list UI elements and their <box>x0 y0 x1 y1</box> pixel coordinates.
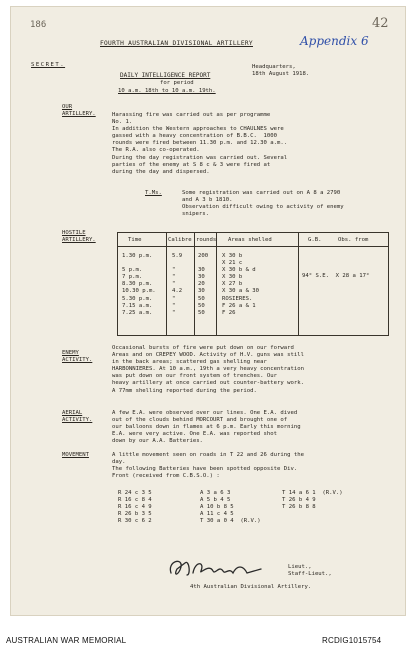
areas-column: X 30 b X 21 c X 30 b & d X 30 b X 27 b X 30 a & 30 ROSIERES. F 26 a & 1 F 26 <box>222 253 260 316</box>
batteries-col-1: R 24 c 3 5 R 16 c 8 4 R 16 c 4 9 R 26 b 3 5 R 30 c 6 2 <box>118 490 152 525</box>
our-artillery-label: OUR ARTILLERY. <box>62 104 96 117</box>
col-header-rounds: rounds <box>196 237 217 243</box>
col-header-time: Time <box>128 237 142 243</box>
col-header-obs: Obs. from <box>338 237 369 243</box>
col-header-areas: Areas shelled <box>228 237 272 243</box>
hostile-artillery-table <box>117 232 389 336</box>
signature <box>165 555 285 581</box>
movement-text: A little movement seen on roads in T 22 and 26 during the day. The following Batteries have been spotted opposite Div. Front (received from C.B.S.O.) : <box>112 452 304 480</box>
report-title: DAILY INTELLIGENCE REPORT <box>120 72 211 79</box>
signature-unit: 4th Australian Divisional Artillery. <box>190 584 312 590</box>
tms-label: T.Ms. <box>145 190 162 196</box>
enemy-activity-label: ENEMY ACTIVITY. <box>62 350 93 363</box>
gb-value: 94° S.E. X 28 a 17° <box>302 273 370 279</box>
batteries-col-3: T 14 a 6 1 (R.V.) T 26 b 4 9 T 26 b 8 8 <box>282 490 343 511</box>
tms-text: Some registration was carried out on A 8 a 2790 and A 3 b 1810. Observation difficult owing to activity of enemy snipers. <box>182 190 344 218</box>
signature-title-2: Staff-Lieut., <box>288 571 332 577</box>
signature-scrawl <box>165 555 285 581</box>
our-artillery-text: Harassing fire was carried out as per programme No. 1. In addition the Western approaches to CHAULNES were gassed with a heavy concentration of B.B.C. 1000 rounds were fired between 11.30 p.m. and 12.30 a.m.. The R.A. also co-operated. During the day registration was carried out. Several parties of the enemy at S 8 c & 3 were fired at during the day and dispersed. <box>112 112 288 175</box>
hostile-artillery-label: HOSTILE ARTILLERY. <box>62 230 96 243</box>
batteries-col-2: A 3 a 6 3 A 5 b 4 5 A 10 b 8 5 A 11 c 4 5 T 30 a 0 4 (R.V.) <box>200 490 261 525</box>
signature-title-1: Lieut., <box>288 564 312 570</box>
page-number: 186 <box>30 20 47 30</box>
pencil-number: 42 <box>372 16 389 31</box>
hq-line-2: 18th August 1918. <box>252 71 310 77</box>
report-period-1: for period <box>160 80 194 86</box>
calibre-column: 5.9 " " " 4.2 " " " <box>172 253 183 316</box>
aerial-activity-text: A few E.A. were observed over our lines. One E.A. dived out of the clouds behind MORCOURT and brought one of our balloons down in flames at 6 p.m. Early this morning E.A. were very active. One E.A. was reported shot down by our A.A. Batteries. <box>112 410 301 445</box>
col-header-gb: G.B. <box>308 237 322 243</box>
col-header-calibre: Calibre <box>168 237 192 243</box>
report-period-2: 10 a.m. 18th to 10 a.m. 19th. <box>118 88 216 94</box>
footer-archive-name: AUSTRALIAN WAR MEMORIAL <box>6 636 127 645</box>
hq-line-1: Headquarters, <box>252 64 296 70</box>
movement-label: MOVEMENT <box>62 452 89 458</box>
footer-record-id: RCDIG1015754 <box>322 636 382 645</box>
secret-marking: SECRET. <box>31 62 66 68</box>
appendix-note: Appendix 6 <box>300 34 369 48</box>
aerial-activity-label: AERIAL ACTIVITY. <box>62 410 93 423</box>
rounds-column: 200 30 30 20 30 50 50 50 <box>198 253 209 316</box>
times-column: 1.30 p.m. 5 p.m. 7 p.m. 8.30 p.m. 10.30 p.m. 5.30 p.m. 7.15 a.m. 7.25 a.m. <box>122 253 156 316</box>
enemy-activity-text: Occasional bursts of fire were put down on our forward Areas and on CREPEY WOOD. Activity of H.V. guns was still in the back areas; scattered gas shelling near HARBONNIERES. At 10 a.m., 19th a very heavy concentration was put down on our front system of trenches. Our heavy artillery at once carried out counter-battery work. A 77mm shelling reported during the period. <box>112 345 304 394</box>
division-title: FOURTH AUSTRALIAN DIVISIONAL ARTILLERY <box>100 40 253 47</box>
